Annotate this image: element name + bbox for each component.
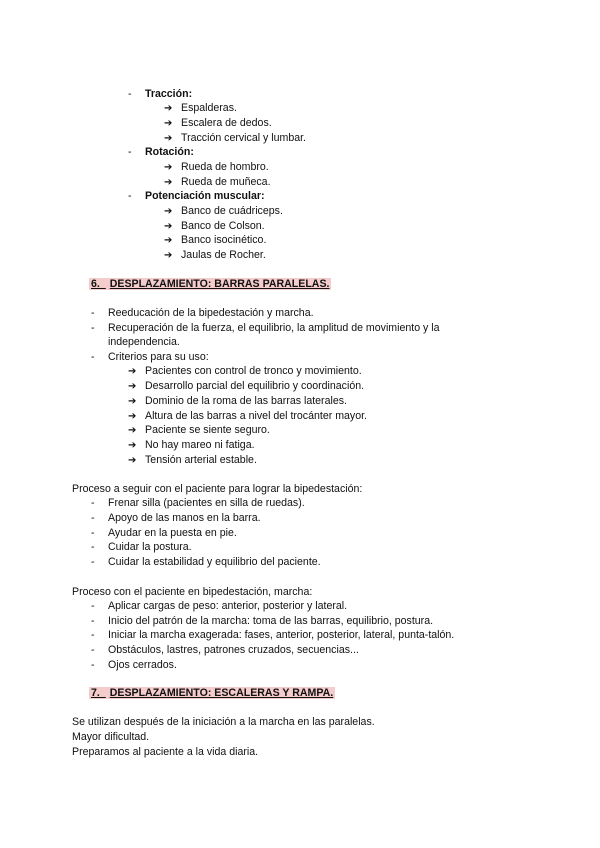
arrow-icon: ➔	[164, 206, 173, 217]
list-item: Escalera de dedos.	[181, 117, 272, 129]
arrow-icon: ➔	[164, 103, 173, 114]
arrow-icon: ➔	[128, 440, 137, 451]
paragraph-line: Preparamos al paciente a la vida diaria.	[72, 746, 259, 758]
arrow-icon: ➔	[164, 133, 173, 144]
section-7-number: 7.	[91, 687, 106, 699]
criteria-item: Desarrollo parcial del equilibrio y coordinación.	[145, 380, 365, 392]
criteria-item: Tensión arterial estable.	[145, 454, 257, 466]
list-item: Reeducación de la bipedestación y marcha.	[108, 307, 314, 319]
list-item: Rueda de muñeca.	[181, 176, 271, 188]
criteria-item: No hay mareo ni fatiga.	[145, 439, 255, 451]
arrow-icon: ➔	[128, 455, 137, 466]
arrow-icon: ➔	[164, 177, 173, 188]
bullet-dash: -	[91, 644, 95, 656]
arrow-icon: ➔	[164, 118, 173, 129]
bullet-dash: -	[128, 88, 132, 100]
criteria-item: Paciente se siente seguro.	[145, 424, 270, 436]
list-item: Rueda de hombro.	[181, 161, 269, 173]
bullet-dash: -	[91, 307, 95, 319]
criteria-item: Altura de las barras a nivel del trocánter mayor.	[145, 410, 367, 422]
process-2-intro: Proceso con el paciente en bipedestación, marcha:	[72, 586, 313, 598]
list-item: Ojos cerrados.	[108, 659, 177, 671]
list-item: Cuidar la estabilidad y equilibrio del paciente.	[108, 556, 321, 568]
list-item: Tracción cervical y lumbar.	[181, 132, 307, 144]
process-1-intro: Proceso a seguir con el paciente para lograr la bipedestación:	[72, 483, 363, 495]
arrow-icon: ➔	[164, 235, 173, 246]
section-6-title: DESPLAZAMIENTO: BARRAS PARALELAS.	[109, 278, 330, 290]
list-item-continuation: independencia.	[108, 336, 180, 348]
list-item: Banco de cuádriceps.	[181, 205, 283, 217]
bullet-dash: -	[91, 600, 95, 612]
subgroup-title-traccion: Tracción:	[145, 88, 193, 100]
bullet-dash: -	[91, 629, 95, 641]
list-item: Aplicar cargas de peso: anterior, posterior y lateral.	[108, 600, 348, 612]
subgroup-title-potenciacion: Potenciación muscular:	[145, 190, 265, 202]
paragraph-line: Mayor dificultad.	[72, 731, 150, 743]
arrow-icon: ➔	[128, 425, 137, 436]
list-item: Ayudar en la puesta en pie.	[108, 527, 237, 539]
list-item: Frenar silla (pacientes en silla de ruedas).	[108, 497, 305, 509]
list-item: Iniciar la marcha exagerada: fases, anterior, posterior, lateral, punta-talón.	[108, 629, 455, 641]
list-item: Obstáculos, lastres, patrones cruzados, secuencias...	[108, 644, 359, 656]
bullet-dash: -	[91, 527, 95, 539]
list-item: Cuidar la postura.	[108, 541, 192, 553]
arrow-icon: ➔	[164, 250, 173, 261]
bullet-dash: -	[128, 146, 132, 158]
bullet-dash: -	[91, 497, 95, 509]
bullet-dash: -	[91, 322, 95, 334]
arrow-icon: ➔	[128, 396, 137, 407]
list-item: Jaulas de Rocher.	[181, 249, 266, 261]
paragraph-line: Se utilizan después de la iniciación a la marcha en las paralelas.	[72, 716, 375, 728]
arrow-icon: ➔	[128, 411, 137, 422]
subgroup-title-rotacion: Rotación:	[145, 146, 194, 158]
section-6-number: 6.	[91, 278, 106, 290]
arrow-icon: ➔	[128, 366, 137, 377]
list-item: Criterios para su uso:	[108, 351, 209, 363]
list-item: Banco de Colson.	[181, 220, 265, 232]
arrow-icon: ➔	[128, 381, 137, 392]
list-item: Banco isocinético.	[181, 234, 267, 246]
list-item: Apoyo de las manos en la barra.	[108, 512, 261, 524]
section-7-heading	[89, 686, 335, 700]
arrow-icon: ➔	[164, 221, 173, 232]
list-item: Recuperación de la fuerza, el equilibrio, la amplitud de movimiento y la	[108, 322, 440, 334]
bullet-dash: -	[91, 615, 95, 627]
arrow-icon: ➔	[164, 162, 173, 173]
section-6-heading	[89, 277, 331, 291]
list-item: Espalderas.	[181, 102, 237, 114]
bullet-dash: -	[91, 512, 95, 524]
criteria-item: Pacientes con control de tronco y movimiento.	[145, 365, 362, 377]
bullet-dash: -	[91, 541, 95, 553]
list-item: Inicio del patrón de la marcha: toma de las barras, equilibrio, postura.	[108, 615, 434, 627]
criteria-item: Dominio de la roma de las barras laterales.	[145, 395, 347, 407]
section-7-title: DESPLAZAMIENTO: ESCALERAS Y RAMPA.	[109, 687, 334, 699]
bullet-dash: -	[91, 351, 95, 363]
bullet-dash: -	[91, 556, 95, 568]
bullet-dash: -	[128, 190, 132, 202]
bullet-dash: -	[91, 659, 95, 671]
